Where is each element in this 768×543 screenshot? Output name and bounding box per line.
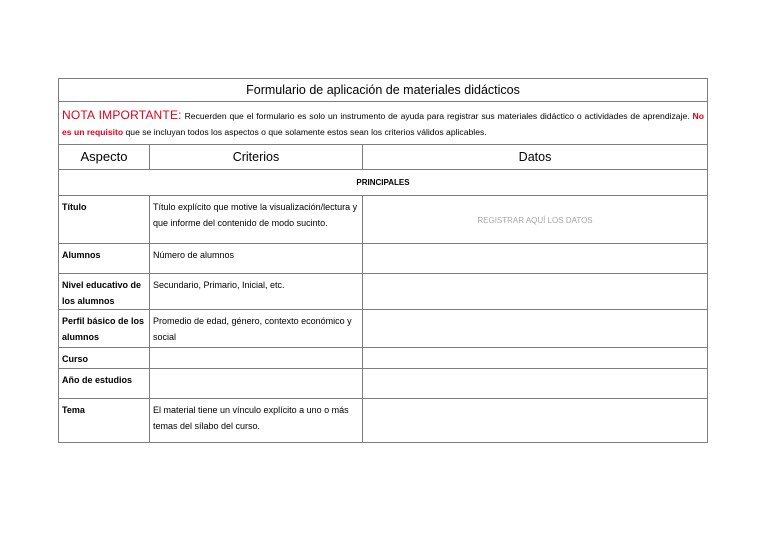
criteria-cell: Título explícito que motive la visualización/lectura y que informe del contenido de modo sucinto. xyxy=(150,196,363,244)
header-datos: Datos xyxy=(363,145,708,170)
criteria-cell xyxy=(150,348,363,369)
table-row xyxy=(59,369,708,399)
criteria-cell: Número de alumnos xyxy=(150,244,363,274)
note-requirement: No es un requisito xyxy=(62,111,705,137)
important-note xyxy=(59,102,708,145)
data-field[interactable] xyxy=(363,244,708,274)
aspect-cell: Perfil básico de los alumnos xyxy=(59,310,150,348)
table-row xyxy=(59,196,708,244)
form-title: Formulario de aplicación de materiales didácticos xyxy=(59,79,708,102)
aspect-cell: Nivel educativo de los alumnos xyxy=(59,274,150,310)
header-aspecto: Aspecto xyxy=(59,145,150,170)
note-text-end: que se incluyan todos los aspectos o que solamente estos sean los criterios válidos aplicables. xyxy=(123,127,487,137)
header-criterios: Criterios xyxy=(150,145,363,170)
aspect-cell: Tema xyxy=(59,399,150,443)
table-row xyxy=(59,244,708,274)
data-field[interactable] xyxy=(363,274,708,310)
register-data-field[interactable]: REGISTRAR AQUÍ LOS DATOS xyxy=(363,196,708,244)
aspect-cell: Título xyxy=(59,196,150,244)
criteria-cell: Promedio de edad, género, contexto económico y social xyxy=(150,310,363,348)
note-text: Recuerden que el formulario es solo un instrumento de ayuda para registrar sus materiales didáctico o actividades de aprendizaje. xyxy=(181,111,693,121)
table-row xyxy=(59,274,708,310)
material-form-table xyxy=(58,78,708,443)
criteria-cell xyxy=(150,369,363,399)
aspect-cell: Curso xyxy=(59,348,150,369)
criteria-cell: El material tiene un vínculo explícito a uno o más temas del sílabo del curso. xyxy=(150,399,363,443)
data-field[interactable] xyxy=(363,399,708,443)
criteria-cell: Secundario, Primario, Inicial, etc. xyxy=(150,274,363,310)
aspect-cell: Alumnos xyxy=(59,244,150,274)
table-row xyxy=(59,348,708,369)
data-field[interactable] xyxy=(363,369,708,399)
table-row xyxy=(59,310,708,348)
table-row xyxy=(59,399,708,443)
data-field[interactable] xyxy=(363,348,708,369)
note-label: NOTA IMPORTANTE: xyxy=(62,108,182,122)
data-field[interactable] xyxy=(363,310,708,348)
section-principales: PRINCIPALES xyxy=(59,170,708,196)
aspect-cell: Año de estudios xyxy=(59,369,150,399)
